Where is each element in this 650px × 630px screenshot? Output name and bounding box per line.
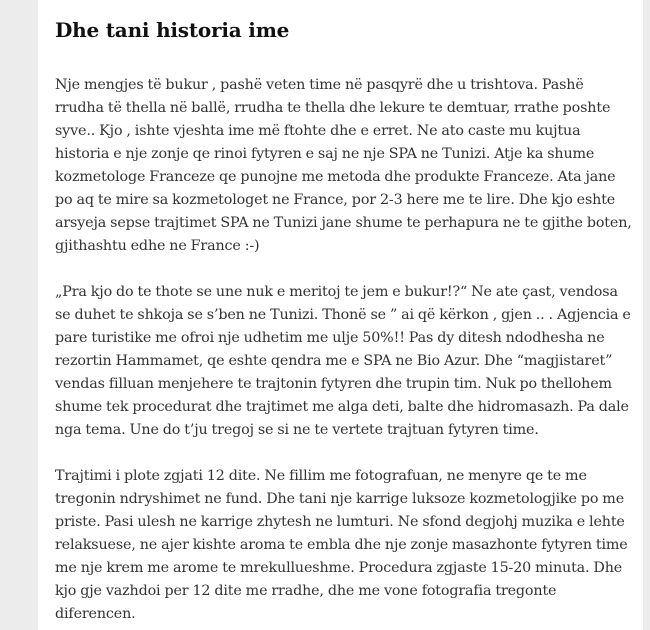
article-paragraph-1: Nje mengjes të bukur , pashë veten time në pasqyrë dhe u trishtova. Pashë rrudha të thella në ballë, rrudha te thella dhe lekure te demtuar, rrathe poshte syve.. Kjo , ishte vjeshta ime më ftohte dhe e erret. Ne ato caste mu kujtua historia e nje zonje qe rinoi fytyren e saj ne nje SPA ne Tunizi. Atje ka shume kozmetologe Franceze qe punojne me metoda dhe produkte Franceze. Ata jane po aq te mire sa kozmetologet ne France, por 2-3 here me te lire. Dhe kjo eshte arsyeja sepse trajtimet SPA ne Tunizi jane shume te perhapura ne te gjithe boten, gjithashtu edhe ne France :-) — [55, 77, 632, 254]
article-paragraph-3: Trajtimi i plote zgjati 12 dite. Ne fillim me fotografuan, ne menyre qe te me tregonin ndryshimet ne fund. Dhe tani nje karrige luksoze kozmetologjike po me priste. Pasi ulesh ne karrige zhytesh ne lumturi. Ne sfond degjohj muzika e lehte relaksuese, ne ajer kishte aroma te embla dhe nje zonje masazhonte fytyren time me nje krem me arome te mrekullueshme. Procedura zgjaste 15-20 minuta. Dhe kjo gje vazhdoi per 12 dite me rradhe, dhe me vone fotografia tregonte diferencen. — [55, 468, 628, 622]
article-page — [38, 0, 643, 630]
article-paragraph-2: „Pra kjo do te thote se une nuk e meritoj te jem e bukur!?“ Ne ate çast, vendosa se duhet te shkoja se s’ben ne Tunizi. Thonë se ” ai që kërkon , gjen .. . Agjencia e pare turistike me ofroi nje udhetim me ulje 50%!! Pas dy ditesh ndodhesha ne rezortin Hammamet, qe eshte qendra me e SPA ne Bio Azur. Dhe “magjistaret” vendas filluan menjehere te trajtonin fytyren dhe trupin tim. Nuk po thellohem shume tek procedurat dhe trajtimet me alga deti, balte dhe hidromasazh. Pa dale nga tema. Une do t’ju tregoj se si ne te vertete trajtuan fytyren time. — [55, 284, 631, 438]
article-title: Dhe tani historia ime — [55, 18, 290, 42]
